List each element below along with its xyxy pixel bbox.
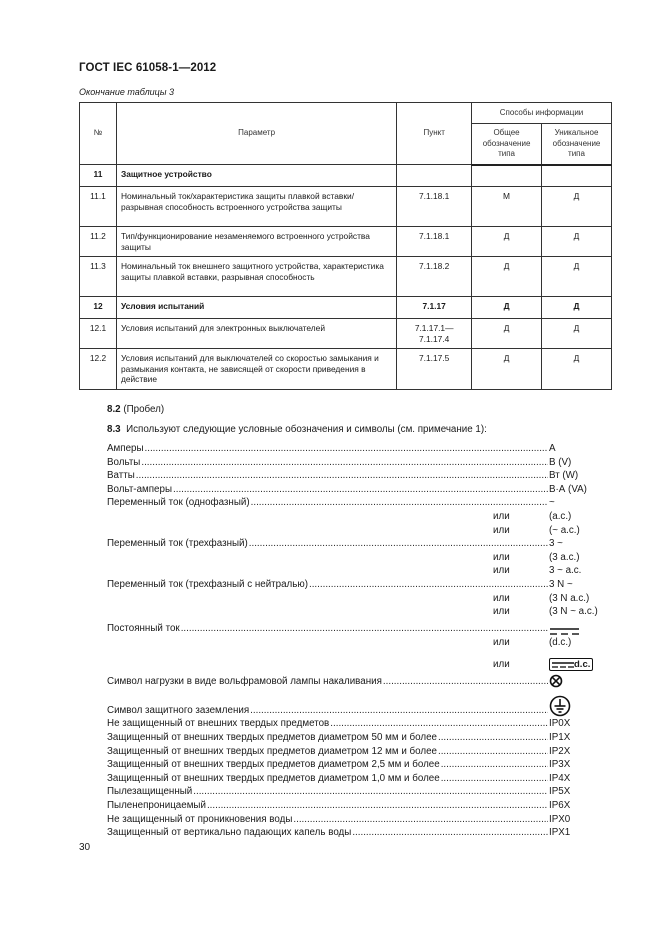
paragraph-number: 8.2 bbox=[107, 404, 121, 415]
table-caption: Окончание таблицы 3 bbox=[79, 87, 174, 97]
cell-clause: 7.1.18.2 bbox=[397, 257, 472, 297]
cell-num: 11.3 bbox=[80, 257, 117, 297]
cell-general: Д bbox=[472, 349, 542, 390]
symbol-row-ip: Защищенный от внешних твердых предметов диаметром 2,5 мм и более ..... IP3X bbox=[107, 758, 612, 772]
symbol-row-amperes: Амперы ..... A bbox=[107, 442, 612, 456]
col-header-num: № bbox=[80, 103, 117, 165]
cell-general bbox=[472, 165, 542, 187]
symbol-row-ip: Пыленепроницаемый ..... IP6X bbox=[107, 799, 612, 813]
table-row bbox=[80, 165, 612, 187]
paragraph-8-3 bbox=[107, 424, 487, 435]
col-header-unique: Уникальное обозначение типа bbox=[542, 124, 612, 165]
cell-general: Д bbox=[472, 297, 542, 319]
col-header-clause: Пункт bbox=[397, 103, 472, 165]
direct-current-icon bbox=[549, 626, 581, 636]
col-header-info-group: Способы информации bbox=[472, 103, 612, 124]
cell-num: 11.1 bbox=[80, 187, 117, 227]
cell-clause: 7.1.17.1— 7.1.17.4 bbox=[397, 319, 472, 349]
protective-earth-icon bbox=[549, 695, 571, 717]
ip-code-list bbox=[107, 717, 612, 839]
symbol-row-volts: Вольты ..... В (V) bbox=[107, 456, 612, 470]
cell-unique bbox=[542, 165, 612, 187]
symbol-row-watts: Ватты ..... Вт (W) bbox=[107, 469, 612, 483]
cell-clause: 7.1.17.5 bbox=[397, 349, 472, 390]
page-number: 30 bbox=[79, 842, 91, 853]
parameters-table bbox=[79, 102, 612, 390]
paragraph-text: Используют следующие условные обозначения и символы (см. примечание 1): bbox=[126, 424, 487, 435]
table-row bbox=[80, 319, 612, 349]
cell-unique: Д bbox=[542, 349, 612, 390]
cell-num: 11.2 bbox=[80, 227, 117, 257]
cell-num: 12 bbox=[80, 297, 117, 319]
paragraph-8-2 bbox=[107, 404, 164, 415]
symbol-row-ac-three: Переменный ток (трехфазный) ..... 3 ~ bbox=[107, 537, 612, 551]
direct-current-icon bbox=[552, 660, 574, 669]
cell-num: 12.1 bbox=[80, 319, 117, 349]
table-row bbox=[80, 297, 612, 319]
table-body bbox=[80, 165, 612, 390]
cell-general: М bbox=[472, 187, 542, 227]
col-header-general: Общее обозначение типа bbox=[472, 124, 542, 165]
symbol-row-lamp: Символ нагрузки в виде вольфрамовой лампы накаливания ..... bbox=[107, 671, 612, 688]
cell-general: Д bbox=[472, 319, 542, 349]
cell-num: 11 bbox=[80, 165, 117, 187]
symbol-row-ip: Защищенный от внешних твердых предметов диаметром 12 мм и более ..... IP2X bbox=[107, 745, 612, 759]
cell-general: Д bbox=[472, 257, 542, 297]
cell-num: 12.2 bbox=[80, 349, 117, 390]
cell-unique: Д bbox=[542, 257, 612, 297]
table-row bbox=[80, 349, 612, 390]
symbol-row-ip: Не защищенный от внешних твердых предметов ..... IP0X bbox=[107, 717, 612, 731]
cell-clause: 7.1.18.1 bbox=[397, 227, 472, 257]
symbol-row-ac-three-neutral: Переменный ток (трехфазный с нейтралью) ..... 3 N ~ bbox=[107, 578, 612, 592]
symbol-row-va: Вольт-амперы ..... В·А (VA) bbox=[107, 483, 612, 497]
cell-clause: 7.1.18.1 bbox=[397, 187, 472, 227]
cell-unique: Д bbox=[542, 187, 612, 227]
symbol-row-dc: Постоянный ток ..... bbox=[107, 619, 612, 636]
symbol-row-ip: Защищенный от внешних твердых предметов диаметром 50 мм и более ..... IP1X bbox=[107, 731, 612, 745]
symbol-row-ac-single: Переменный ток (однофазный) ..... ~ bbox=[107, 496, 612, 510]
cell-clause bbox=[397, 165, 472, 187]
cell-param: Тип/функционирование незаменяемого встроенного устройства защиты bbox=[116, 227, 396, 257]
paragraph-text: (Пробел) bbox=[123, 404, 165, 415]
table-row bbox=[80, 227, 612, 257]
col-header-param: Параметр bbox=[116, 103, 396, 165]
cell-general: Д bbox=[472, 227, 542, 257]
cell-param: Номинальный ток/характеристика защиты плавкой вставки/разрывная способность встроенного устройства защиты bbox=[116, 187, 396, 227]
cell-param: Защитное устройство bbox=[116, 165, 396, 187]
cell-unique: Д bbox=[542, 297, 612, 319]
cell-unique: Д bbox=[542, 319, 612, 349]
cell-clause: 7.1.17 bbox=[397, 297, 472, 319]
symbol-row-earth: Символ защитного заземления ..... bbox=[107, 695, 612, 717]
symbol-row-ip: Не защищенный от проникновения воды ..... IPX0 bbox=[107, 812, 612, 826]
lamp-icon bbox=[549, 674, 563, 688]
cell-unique: Д bbox=[542, 227, 612, 257]
dc-boxed-symbol: d.c. bbox=[549, 658, 593, 671]
symbol-row-ip: Пылезащищенный ..... IP5X bbox=[107, 785, 612, 799]
paragraph-number: 8.3 bbox=[107, 424, 121, 435]
cell-param: Условия испытаний для выключателей со скоростью замыкания и размыкания контакта, не зависящей от скорости приведения в действие bbox=[116, 349, 396, 390]
table-row bbox=[80, 187, 612, 227]
cell-param: Условия испытаний для электронных выключателей bbox=[116, 319, 396, 349]
symbol-row-ip: Защищенный от вертикально падающих капель воды ..... IPX1 bbox=[107, 826, 612, 840]
table-row bbox=[80, 257, 612, 297]
cell-param: Номинальный ток внешнего защитного устройства, характеристика защиты плавкой вставки, разрывная способность bbox=[116, 257, 396, 297]
cell-param: Условия испытаний bbox=[116, 297, 396, 319]
symbols-list: Амперы ..... A Вольты ..... В (V) Ватты ..... Вт (W) Вольт-амперы ..... В·А (VA) Переменный ток (однофазный) ..... ~ или (a.c.) или (~ a.c.) Переменный ток (трехфазный) ..... 3 ~ или (3 a.c.) или 3 ~ a.c. Переменный ток (трехфазный с нейтралью) ..... 3 N ~ или (3 N a.c.) или (3 N ~ a.c.) Постоянный ток ..... или (d.c.) или d.c. Символ нагрузки в виде вольфрамовой лампы накаливания ..... Символ защитного заземления ..... Не защищенный от внешних твердых предметов ..... IP0X Защищенный от внешних твердых предметов диаметром 50 мм и более ..... IP1X Защищенный от внешних твердых предметов диаметром 12 мм и более ..... IP2X Защищенный от внешних твердых предметов диаметром 2,5 мм и более ..... IP3X Защищенный от внешних твердых предметов диаметром 1,0 мм и более ..... IP4X Пылезащищенный ..... IP5X Пыленепроницаемый ..... IP6X Не защищенный от проникновения воды ..... IPX0 Защищенный от вертикально падающих капель воды ..... IPX1 bbox=[107, 442, 612, 840]
document-header: ГОСТ IEC 61058-1—2012 bbox=[79, 62, 217, 74]
symbol-row-ip: Защищенный от внешних твердых предметов диаметром 1,0 мм и более ..... IP4X bbox=[107, 772, 612, 786]
